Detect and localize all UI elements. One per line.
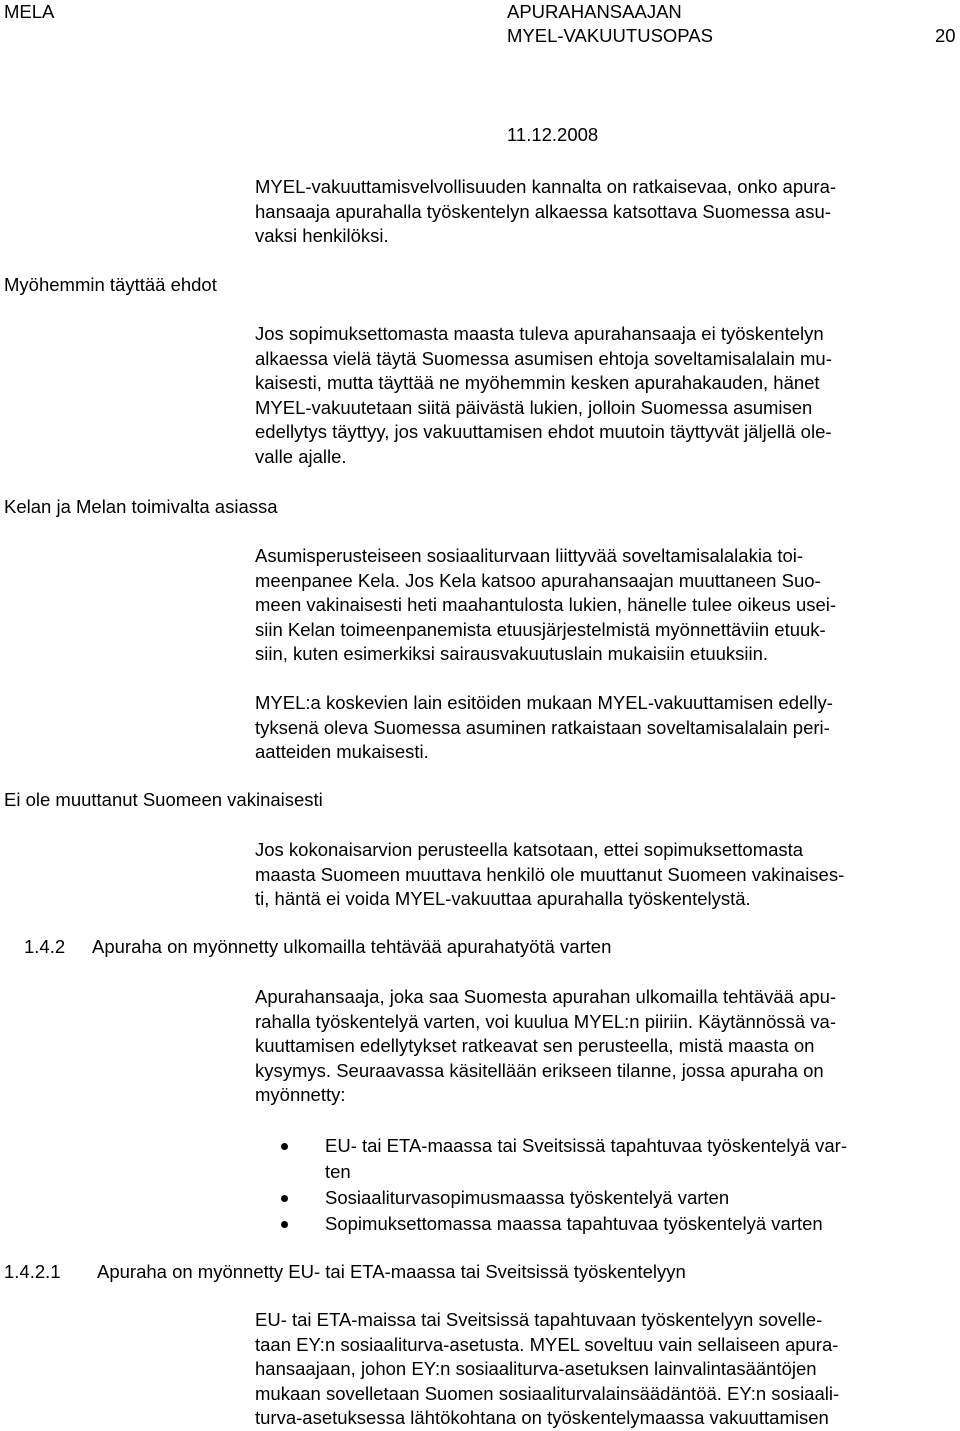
section-number: 1.4.2 — [24, 936, 66, 957]
paragraph-5: Jos kokonaisarvion perusteella katsotaan, ettei sopimuksettomasta maasta Suomeen muuttava henkilö ole muuttanut Suomeen vakinaises- ti, häntä ei voida MYEL-vakuuttaa apurahalla työskentelystä. — [255, 839, 845, 909]
bullet-list — [255, 1133, 945, 1237]
list-item: Sopimuksettomassa maassa tapahtuvaa työskentelyä varten — [255, 1211, 945, 1237]
section-heading-1-4-2-1 — [4, 1260, 686, 1284]
bullet-icon — [281, 1221, 288, 1228]
header-title-line1: APURAHANSAAJAN — [507, 1, 682, 22]
paragraph-7: EU- tai ETA-maissa tai Sveitsissä tapahtuvaan työskentelyyn sovelle- taan EY:n sosiaaliturva-asetusta. MYEL soveltuu vain sellaiseen apura- hansaajaan, johon EY:n sosiaaliturva-asetuksen lainvalintasääntöjen mukaan sovelletaan Suomen sosiaaliturvalainsäädäntöä. EY:n sosiaali- turva-asetuksessa lähtökohtana on työskentelymaassa vakuuttamisen — [255, 1309, 840, 1428]
header-left: MELA — [4, 1, 55, 22]
page-number: 20 — [935, 25, 956, 46]
document-date: 11.12.2008 — [507, 124, 599, 145]
header-title-line2: MYEL-VAKUUTUSOPAS — [507, 25, 713, 46]
side-label-not-moved: Ei ole muuttanut Suomeen vakinaisesti — [4, 789, 323, 810]
paragraph-4: MYEL:a koskevien lain esitöiden mukaan MYEL-vakuuttamisen edelly- tyksenä oleva Suomessa asuminen ratkaistaan soveltamisalalain peri- aatteiden mukaisesti. — [255, 692, 833, 762]
side-label-later-fulfils: Myöhemmin täyttää ehdot — [4, 274, 217, 295]
bullet-icon — [281, 1195, 288, 1202]
paragraph-3: Asumisperusteiseen sosiaaliturvaan liittyvää soveltamisalalakia toi- meenpanee Kela. Jos Kela katsoo apurahansaajan muuttaneen Suo- meen vakinaisesti heti maahantulosta lukien, hänelle tulee oikeus usei- siin Kelan toimeenpanemista etuusjärjestelmistä myönnettäviin etuuk- siin, kuten esimerkiksi sairausvakuutuslain mukaisiin etuuksiin. — [255, 545, 837, 664]
side-label-kela-mela: Kelan ja Melan toimivalta asiassa — [4, 496, 278, 517]
bullet-icon — [281, 1143, 288, 1150]
list-item: EU- tai ETA-maassa tai Sveitsissä tapahtuvaa työskentelyä var- ten — [255, 1133, 945, 1185]
paragraph-1: MYEL-vakuuttamisvelvollisuuden kannalta on ratkaisevaa, onko apura- hansaaja apurahalla työskentelyn alkaessa katsottava Suomessa asu- vaksi henkilöksi. — [255, 176, 837, 246]
section-number: 1.4.2.1 — [4, 1261, 61, 1282]
section-title: Apuraha on myönnetty ulkomailla tehtävää apurahatyötä varten — [92, 936, 612, 957]
section-title: Apuraha on myönnetty EU- tai ETA-maassa tai Sveitsissä työskentelyyn — [97, 1261, 686, 1282]
section-heading-1-4-2 — [24, 935, 611, 959]
list-item: Sosiaaliturvasopimusmaassa työskentelyä varten — [255, 1185, 945, 1211]
paragraph-2: Jos sopimuksettomasta maasta tuleva apurahansaaja ei työskentelyn alkaessa vielä täytä Suomessa asumisen ehtoja soveltamisalalain mu- kaisesti, mutta täyttää ne myöhemmin kesken apurahakauden, hänet MYEL-vakuutetaan siitä päivästä lukien, jolloin Suomessa asumisen edellytys täyttyy, jos vakuuttamisen ehdot muutoin täyttyvät jäljellä ole- valle ajalle. — [255, 323, 832, 467]
paragraph-6: Apurahansaaja, joka saa Suomesta apurahan ulkomailla tehtävää apu- rahalla työskentelyä varten, voi kuulua MYEL:n piiriin. Käytännössä va- kuuttamisen edellytykset ratkeavat sen perusteella, mistä maasta on kysymys. Seuraavassa käsitellään erikseen tilanne, jossa apuraha on myönnetty: — [255, 986, 837, 1105]
